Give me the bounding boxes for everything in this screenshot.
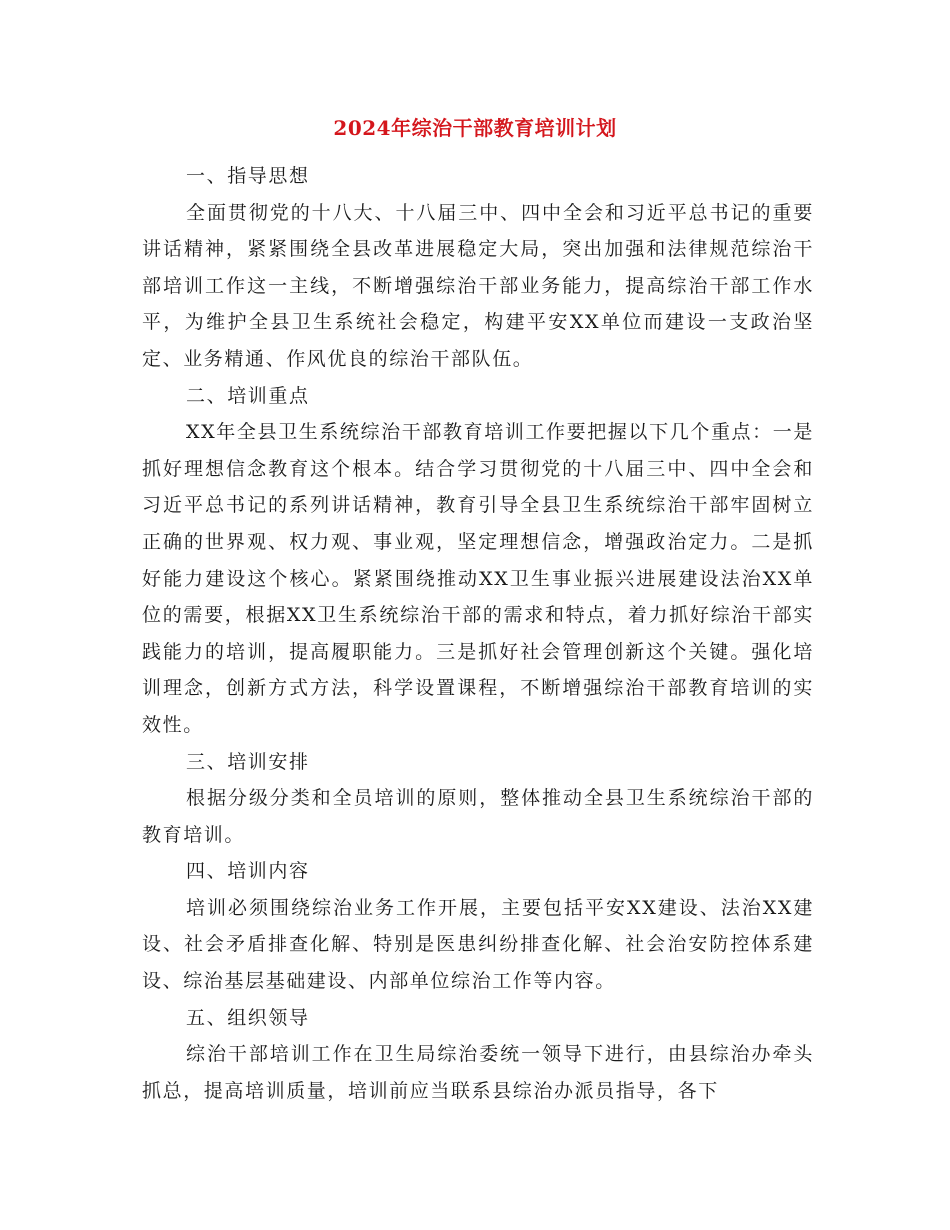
section-paragraph-organization-leadership: 综治干部培训工作在卫生局综治委统一领导下进行，由县综治办牵头抓总，提高培训质量，培训前应当联系县综治办派员指导，各下 bbox=[142, 1043, 814, 1102]
section-paragraph-training-focus: XX年全县卫生系统综治干部教育培训工作要把握以下几个重点：一是抓好理想信念教育这个根本。结合学习贯彻党的十八届三中、四中全会和习近平总书记的系列讲话精神，教育引导全县卫生系统综治干部牢固树立正确的世界观、权力观、事业观，坚定理想信念，增强政治定力。二是抓好能力建设这个核心。紧紧围绕推动XX卫生事业振兴进展建设法治XX单位的需要，根据XX卫生系统综治干部的需求和特点，着力抓好综治干部实践能力的培训，提高履职能力。三是抓好社会管理创新这个关键。强化培训理念，创新方式方法，科学设置课程，不断增强综治干部教育培训的实效性。 bbox=[142, 421, 814, 736]
section-heading-training-content: 四、培训内容 bbox=[186, 860, 310, 883]
section-heading-organization-leadership: 五、组织领导 bbox=[186, 1006, 310, 1029]
section-heading-guiding-thought: 一、指导思想 bbox=[186, 165, 310, 187]
section-paragraph-guiding-thought: 全面贯彻党的十八大、十八届三中、四中全会和习近平总书记的重要讲话精神，紧紧围绕全县改革进展稳定大局，突出加强和法律规范综治干部培训工作这一主线，不断增强综治干部业务能力，提高综治干部工作水平，为维护全县卫生系统社会稳定，构建平安XX单位而建设一支政治坚定、业务精通、作风优良的综治干部队伍。 bbox=[142, 201, 814, 370]
section-paragraph-training-content: 培训必须围绕综治业务工作开展，主要包括平安XX建设、法治XX建设、社会矛盾排查化解、特别是医患纠纷排查化解、社会治安防控体系建设、综治基层基础建设、内部单位综治工作等内容。 bbox=[142, 896, 814, 993]
document-body bbox=[142, 158, 814, 1109]
document-title: 2024年综治干部教育培训计划 bbox=[333, 116, 617, 140]
section-heading-training-arrangement: 三、培训安排 bbox=[186, 750, 310, 773]
section-paragraph-training-arrangement: 根据分级分类和全员培训的原则，整体推动全县卫生系统综治干部的教育培训。 bbox=[142, 787, 814, 846]
section-heading-training-focus: 二、培训重点 bbox=[186, 384, 310, 407]
